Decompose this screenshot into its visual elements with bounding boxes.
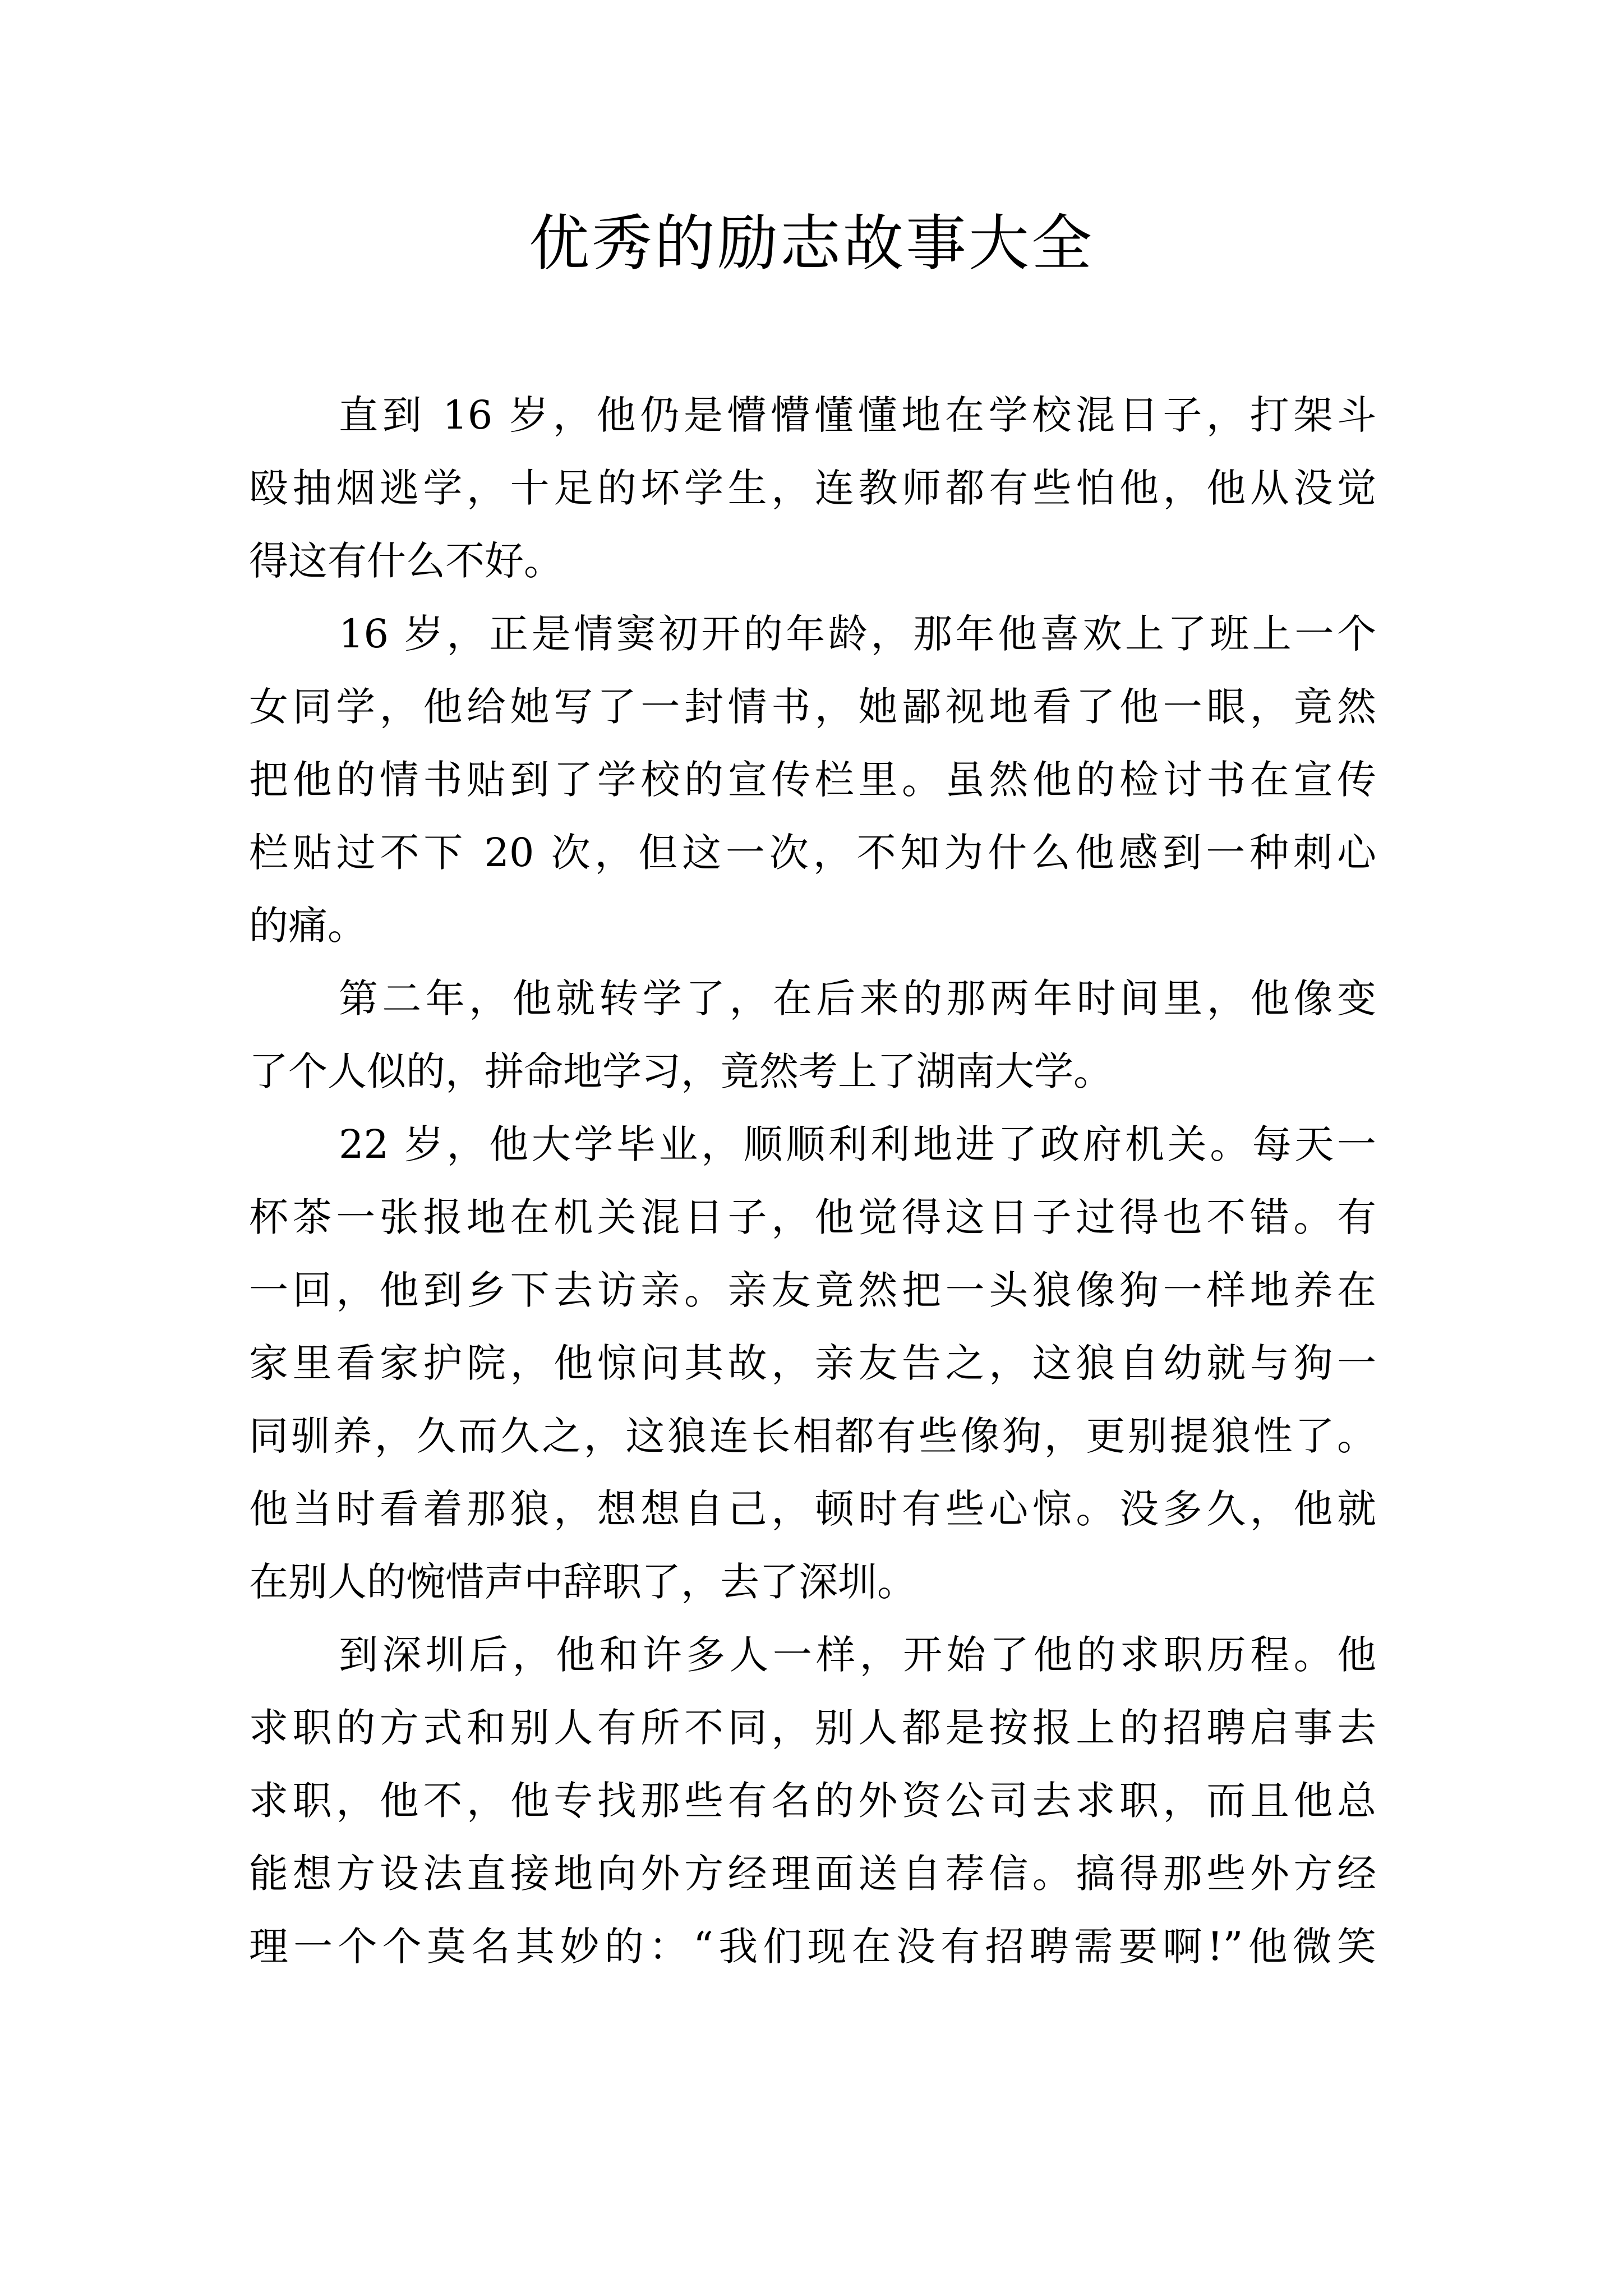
document-title: 优秀的励志故事大全 bbox=[528, 209, 1094, 279]
paragraph-5-line-5: 理一个个莫名其妙的：“我们现在没有招聘需要啊!”他微笑 bbox=[249, 1924, 1376, 1970]
paragraph-4-line-2: 杯茶一张报地在机关混日子，他觉得这日子过得也不错。有 bbox=[249, 1194, 1376, 1240]
paragraph-3-line-2: 了个人似的，拼命地学习，竟然考上了湖南大学。 bbox=[249, 1048, 1113, 1094]
paragraph-2-line-5: 的痛。 bbox=[249, 903, 367, 949]
paragraph-2-line-4: 栏贴过不下 20 次，但这一次，不知为什么他感到一种刺心 bbox=[249, 830, 1376, 876]
paragraph-4-line-1: 22 岁，他大学毕业，顺顺利利地进了政府机关。每天一 bbox=[339, 1121, 1376, 1167]
paragraph-1-line-3: 得这有什么不好。 bbox=[249, 538, 563, 584]
paragraph-1-line-1: 直到 16 岁，他仍是懵懵懂懂地在学校混日子，打架斗 bbox=[339, 392, 1376, 438]
paragraph-5-line-3: 求职，他不，他专找那些有名的外资公司去求职，而且他总 bbox=[249, 1778, 1376, 1824]
paragraph-4-line-5: 同驯养，久而久之，这狼连长相都有些像狗，更别提狼性了。 bbox=[249, 1413, 1376, 1459]
paragraph-2-line-1: 16 岁，正是情窦初开的年龄，那年他喜欢上了班上一个 bbox=[339, 611, 1376, 657]
paragraph-2-line-3: 把他的情书贴到了学校的宣传栏里。虽然他的检讨书在宣传 bbox=[249, 757, 1376, 803]
paragraph-5-line-4: 能想方设法直接地向外方经理面送自荐信。搞得那些外方经 bbox=[249, 1851, 1376, 1897]
paragraph-4-line-7: 在别人的惋惜声中辞职了，去了深圳。 bbox=[249, 1559, 916, 1605]
paragraph-2-line-2: 女同学，他给她写了一封情书，她鄙视地看了他一眼，竟然 bbox=[249, 684, 1376, 730]
paragraph-5-line-1: 到深圳后，他和许多人一样，开始了他的求职历程。他 bbox=[339, 1632, 1376, 1678]
paragraph-4-line-4: 家里看家护院，他惊问其故，亲友告之，这狼自幼就与狗一 bbox=[249, 1340, 1376, 1386]
paragraph-4-line-6: 他当时看着那狼，想想自己，顿时有些心惊。没多久，他就 bbox=[249, 1486, 1376, 1532]
paragraph-3-line-1: 第二年，他就转学了，在后来的那两年时间里，他像变 bbox=[339, 976, 1376, 1022]
paragraph-4-line-3: 一回，他到乡下去访亲。亲友竟然把一头狼像狗一样地养在 bbox=[249, 1267, 1376, 1313]
paragraph-5-line-2: 求职的方式和别人有所不同，别人都是按报上的招聘启事去 bbox=[249, 1705, 1376, 1751]
paragraph-1-line-2: 殴抽烟逃学，十足的坏学生，连教师都有些怕他，他从没觉 bbox=[249, 465, 1376, 511]
